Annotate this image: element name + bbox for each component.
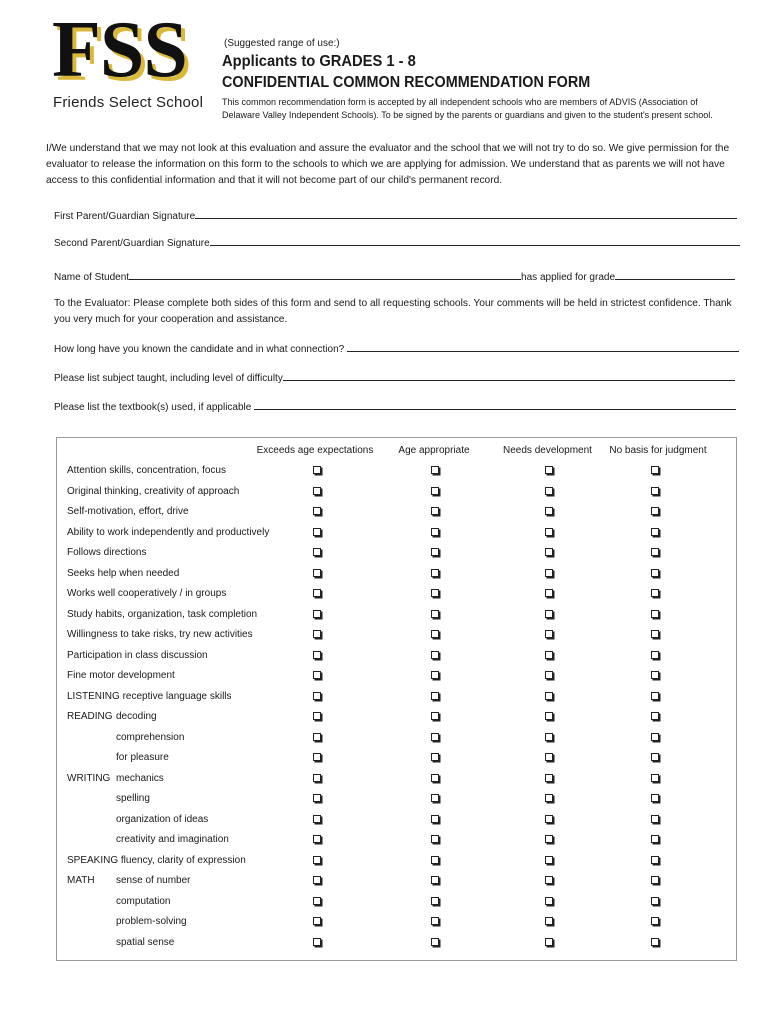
rating-checkbox[interactable] <box>651 548 659 556</box>
rating-checkbox[interactable] <box>545 835 553 843</box>
row-category: READING <box>67 711 113 722</box>
second-guardian-label: Second Parent/Guardian Signature <box>54 238 210 249</box>
rating-checkbox[interactable] <box>651 630 659 638</box>
rating-checkbox[interactable] <box>651 815 659 823</box>
rating-checkbox[interactable] <box>651 876 659 884</box>
how-long-label: How long have you known the candidate and in what connection? <box>54 344 345 355</box>
row-label: LISTENING receptive language skills <box>67 691 232 702</box>
rating-checkbox[interactable] <box>313 815 321 823</box>
row-label: SPEAKING fluency, clarity of expression <box>67 855 246 866</box>
first-guardian-row <box>54 209 737 222</box>
rating-checkbox[interactable] <box>545 938 553 946</box>
intro-paragraph: I/We understand that we may not look at this evaluation and assure the evaluator and the school that we will not try to do so. We give permission for the evaluator to release the information on this form to the schools to which we are applying for admission. We understand that as parents we will not have access to this confidential information and that it will not become part of our child's permanent record. <box>46 143 730 186</box>
rating-checkbox[interactable] <box>651 528 659 536</box>
rating-checkbox[interactable] <box>313 897 321 905</box>
form-note: This common recommendation form is accepted by all independent schools who are members of ADVIS (Association of Delaware Valley Independent Schools). To be signed by the parents or guardians and given to the student's present school. <box>222 97 713 120</box>
rating-checkbox[interactable] <box>431 569 439 577</box>
rating-checkbox[interactable] <box>431 487 439 495</box>
applied-grade-label: has applied for grade <box>521 272 616 283</box>
row-label: Study habits, organization, task completion <box>67 609 258 620</box>
form-title: Applicants to GRADES 1 - 8 <box>222 53 416 70</box>
row-label: decoding <box>116 711 157 722</box>
row-label: mechanics <box>116 773 164 784</box>
row-label: Willingness to take risks, try new activities <box>67 629 253 640</box>
rating-checkbox[interactable] <box>431 753 439 761</box>
rating-checkbox[interactable] <box>313 610 321 618</box>
rating-checkbox[interactable] <box>431 548 439 556</box>
evaluator-note: To the Evaluator: Please complete both sides of this form and send to all requesting schools. Your comments will be held in strictest confidence. Thank you very much for your cooperation and assistance. <box>54 298 732 325</box>
rating-checkbox[interactable] <box>651 897 659 905</box>
textbooks-line[interactable] <box>254 400 736 410</box>
rating-checkbox[interactable] <box>313 692 321 700</box>
textbooks-row <box>54 400 736 413</box>
row-label: spelling <box>116 793 150 804</box>
rating-checkbox[interactable] <box>651 507 659 515</box>
rating-checkbox[interactable] <box>545 897 553 905</box>
rating-checkbox[interactable] <box>545 815 553 823</box>
rating-checkbox[interactable] <box>431 794 439 802</box>
student-name-line[interactable] <box>129 270 521 280</box>
rating-checkbox[interactable] <box>545 753 553 761</box>
row-label: Self-motivation, effort, drive <box>67 506 189 517</box>
rating-checkbox[interactable] <box>431 815 439 823</box>
rating-checkbox[interactable] <box>431 897 439 905</box>
rating-checkbox[interactable] <box>313 774 321 782</box>
rating-checkbox[interactable] <box>545 917 553 925</box>
rating-checkbox[interactable] <box>651 753 659 761</box>
rating-checkbox[interactable] <box>651 569 659 577</box>
row-label: Follows directions <box>67 547 147 558</box>
subject-row <box>54 371 735 384</box>
rating-checkbox[interactable] <box>313 671 321 679</box>
rating-checkbox[interactable] <box>651 487 659 495</box>
rating-checkbox[interactable] <box>431 630 439 638</box>
column-header: No basis for judgment <box>609 445 707 456</box>
rating-checkbox[interactable] <box>545 569 553 577</box>
rating-checkbox[interactable] <box>313 528 321 536</box>
rating-checkbox[interactable] <box>313 487 321 495</box>
row-label: organization of ideas <box>116 814 209 825</box>
rating-checkbox[interactable] <box>651 712 659 720</box>
textbooks-label: Please list the textbook(s) used, if applicable <box>54 402 252 413</box>
rating-checkbox[interactable] <box>651 692 659 700</box>
rating-checkbox[interactable] <box>651 774 659 782</box>
row-label: spatial sense <box>116 937 175 948</box>
rating-checkbox[interactable] <box>431 835 439 843</box>
row-label: Fine motor development <box>67 670 175 681</box>
rating-checkbox[interactable] <box>545 712 553 720</box>
rating-checkbox[interactable] <box>431 651 439 659</box>
rating-checkbox[interactable] <box>545 589 553 597</box>
rating-checkbox[interactable] <box>651 466 659 474</box>
rating-checkbox[interactable] <box>545 466 553 474</box>
rating-checkbox[interactable] <box>431 610 439 618</box>
rating-checkbox[interactable] <box>313 753 321 761</box>
row-label: Works well cooperatively / in groups <box>67 588 227 599</box>
rating-checkbox[interactable] <box>545 548 553 556</box>
rating-checkbox[interactable] <box>545 528 553 536</box>
subject-line[interactable] <box>283 371 735 381</box>
row-label: Seeks help when needed <box>67 568 180 579</box>
column-header: Needs development <box>503 445 592 456</box>
rating-checkbox[interactable] <box>313 917 321 925</box>
row-label: Ability to work independently and productively <box>67 527 270 538</box>
row-label: computation <box>116 896 171 907</box>
rating-checkbox[interactable] <box>313 507 321 515</box>
rating-checkbox[interactable] <box>313 651 321 659</box>
rating-checkbox[interactable] <box>545 856 553 864</box>
school-name: Friends Select School <box>53 94 204 111</box>
rating-checkbox[interactable] <box>651 917 659 925</box>
rating-checkbox[interactable] <box>313 733 321 741</box>
grade-line[interactable] <box>615 270 735 280</box>
rating-checkbox[interactable] <box>651 610 659 618</box>
rating-checkbox[interactable] <box>651 651 659 659</box>
rating-checkbox[interactable] <box>313 835 321 843</box>
rating-checkbox[interactable] <box>313 589 321 597</box>
first-guardian-label: First Parent/Guardian Signature <box>54 211 196 222</box>
rating-checkbox[interactable] <box>651 856 659 864</box>
suggested-range-label: (Suggested range of use:) <box>224 38 340 49</box>
row-label: creativity and imagination <box>116 834 229 845</box>
second-guardian-signature-line[interactable] <box>210 236 740 246</box>
rating-checkbox[interactable] <box>545 610 553 618</box>
row-label: problem-solving <box>116 916 187 927</box>
rating-checkbox[interactable] <box>545 794 553 802</box>
row-label: sense of number <box>116 875 191 886</box>
row-label: for pleasure <box>116 752 169 763</box>
rating-checkbox[interactable] <box>545 507 553 515</box>
rating-checkbox[interactable] <box>651 671 659 679</box>
rating-checkbox[interactable] <box>651 733 659 741</box>
rating-checkbox[interactable] <box>651 794 659 802</box>
rating-checkbox[interactable] <box>651 938 659 946</box>
row-label: Original thinking, creativity of approach <box>67 486 240 497</box>
rating-checkbox[interactable] <box>431 917 439 925</box>
rating-checkbox[interactable] <box>431 507 439 515</box>
rating-checkbox[interactable] <box>431 876 439 884</box>
how-long-row <box>54 342 739 355</box>
rating-checkbox[interactable] <box>651 589 659 597</box>
rating-checkbox[interactable] <box>545 692 553 700</box>
rating-checkbox[interactable] <box>431 589 439 597</box>
column-header: Age appropriate <box>398 445 470 456</box>
rating-checkbox[interactable] <box>431 466 439 474</box>
rating-checkbox[interactable] <box>431 733 439 741</box>
rating-checkbox[interactable] <box>431 856 439 864</box>
rating-checkbox[interactable] <box>431 774 439 782</box>
rating-checkbox[interactable] <box>545 651 553 659</box>
row-label: Attention skills, concentration, focus <box>67 465 226 476</box>
student-name-label: Name of Student <box>54 272 130 283</box>
rating-checkbox[interactable] <box>313 794 321 802</box>
second-guardian-row <box>54 236 740 249</box>
rating-checkbox[interactable] <box>545 733 553 741</box>
rating-checkbox[interactable] <box>545 487 553 495</box>
column-header: Exceeds age expectations <box>256 445 374 456</box>
rating-checkbox[interactable] <box>313 466 321 474</box>
row-label: comprehension <box>116 732 185 743</box>
school-logo: FSS <box>52 6 187 94</box>
rating-checkbox[interactable] <box>431 712 439 720</box>
student-row <box>54 270 735 283</box>
rating-checkbox[interactable] <box>431 938 439 946</box>
rating-checkbox[interactable] <box>545 630 553 638</box>
subject-label: Please list subject taught, including level of difficulty <box>54 373 283 384</box>
rating-checkbox[interactable] <box>431 671 439 679</box>
form-subtitle: CONFIDENTIAL COMMON RECOMMENDATION FORM <box>222 74 591 91</box>
rating-checkbox[interactable] <box>313 630 321 638</box>
row-label: Participation in class discussion <box>67 650 208 661</box>
rating-checkbox[interactable] <box>545 876 553 884</box>
rating-checkbox[interactable] <box>545 671 553 679</box>
first-guardian-signature-line[interactable] <box>195 209 737 219</box>
rating-checkbox[interactable] <box>313 938 321 946</box>
rating-checkbox[interactable] <box>313 876 321 884</box>
rating-checkbox[interactable] <box>313 856 321 864</box>
how-long-line[interactable] <box>347 342 739 352</box>
rating-checkbox[interactable] <box>431 528 439 536</box>
rating-checkbox[interactable] <box>313 548 321 556</box>
rating-checkbox[interactable] <box>313 712 321 720</box>
row-category: MATH <box>67 875 95 886</box>
row-category: WRITING <box>67 773 111 784</box>
rating-checkbox[interactable] <box>545 774 553 782</box>
rating-checkbox[interactable] <box>313 569 321 577</box>
rating-checkbox[interactable] <box>651 835 659 843</box>
rating-checkbox[interactable] <box>431 692 439 700</box>
